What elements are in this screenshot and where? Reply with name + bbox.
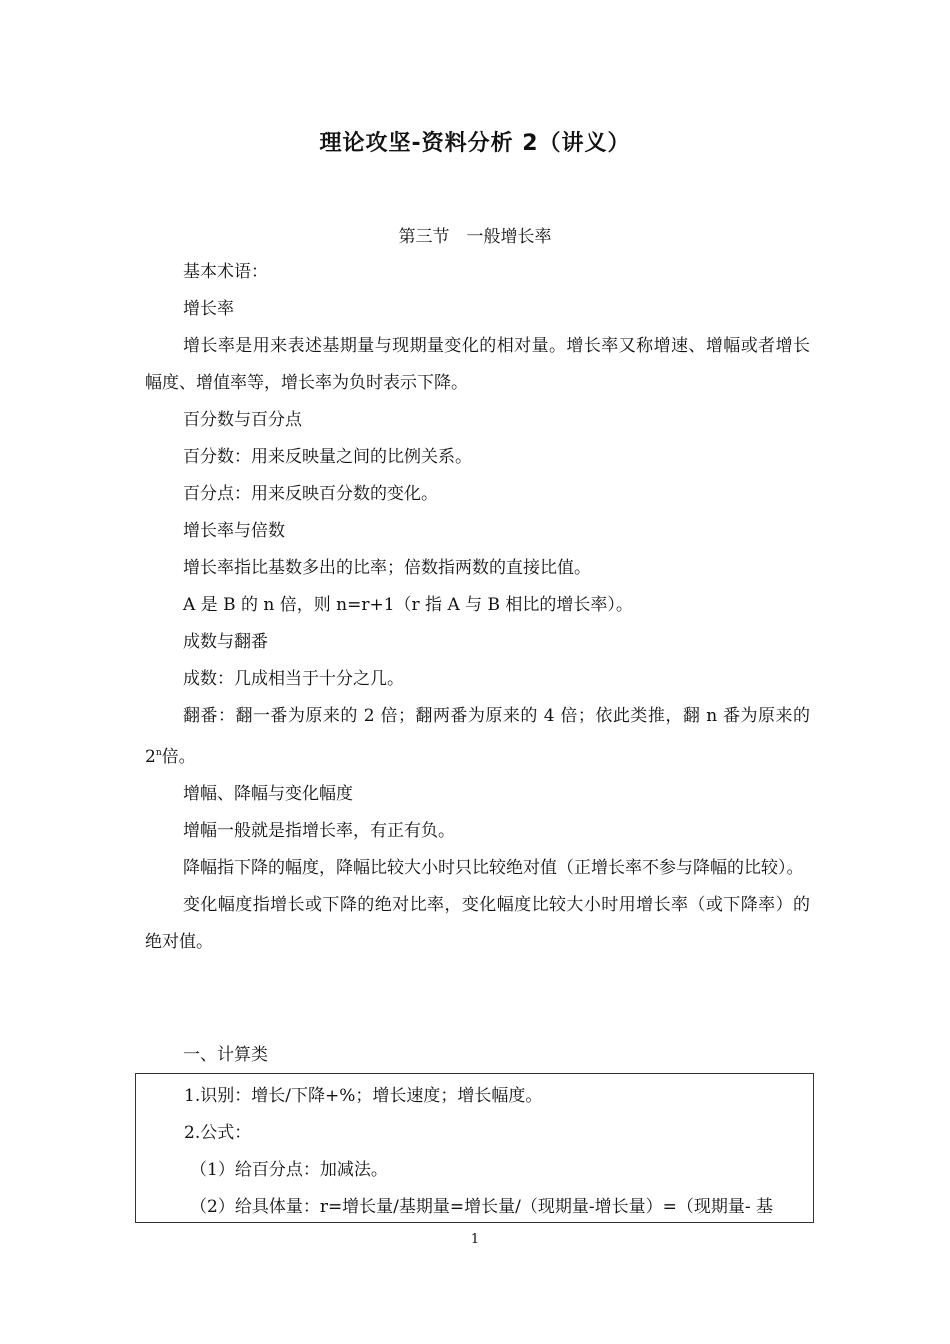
box-line-formula: 2.公式： — [184, 1123, 252, 1143]
paragraph-percent-definition: 百分数：用来反映量之间的比例关系。 — [183, 447, 472, 467]
paragraph-decrease-amplitude: 降幅指下降的幅度，降幅比较大小时只比较绝对值（正增长率不参与降幅的比较）。 — [183, 858, 804, 878]
paragraph-percent-heading: 百分数与百分点 — [183, 410, 302, 430]
paragraph-fanfan-definition — [145, 698, 810, 776]
paragraph-increase-amplitude: 增幅一般就是指增长率，有正有负。 — [183, 821, 455, 841]
fanfan-suffix: 倍。 — [161, 747, 196, 767]
paragraph-basic-terms: 基本术语： — [183, 262, 268, 282]
box-line-identify: 1.识别：增长/下降+%；增长速度；增长幅度。 — [184, 1086, 543, 1106]
box-line-percentage-point: （1）给百分点：加减法。 — [190, 1160, 388, 1180]
main-text — [145, 254, 810, 961]
fanfan-superscript: n — [155, 748, 162, 758]
part-heading: 一、计算类 — [183, 1045, 268, 1065]
paragraph-rate-multiple-definition: 增长率指比基数多出的比率；倍数指两数的直接比值。 — [183, 558, 591, 578]
formula-box — [135, 1073, 814, 1223]
paragraph-cheng-definition: 成数：几成相当于十分之几。 — [183, 669, 404, 689]
section-heading: 第三节 一般增长率 — [398, 227, 552, 247]
paragraph-cheng-fanfan-heading: 成数与翻番 — [183, 632, 268, 652]
paragraph-growth-rate-heading: 增长率 — [183, 299, 234, 319]
paragraph-change-amplitude: 变化幅度指增长或下降的绝对比率，变化幅度比较大小时用增长率（或下降率）的绝对值。 — [145, 895, 810, 952]
paragraph-growth-rate-definition: 增长率是用来表述基期量与现期量变化的相对量。增长率又称增速、增幅或者增长幅度、增值率等，增长率为负时表示下降。 — [145, 336, 810, 393]
paragraph-percentage-point-definition: 百分点：用来反映百分数的变化。 — [183, 484, 438, 504]
fanfan-text: 翻番：翻一番为原来的 2 倍；翻两番为原来的 4 倍；依此类推，翻 n 番为原来的 2 — [145, 706, 810, 767]
formula-box-content — [146, 1078, 811, 1223]
paragraph-rate-multiple-heading: 增长率与倍数 — [183, 521, 285, 541]
document-title: 理论攻坚-资料分析 2（讲义） — [319, 131, 631, 156]
paragraph-amplitude-heading: 增幅、降幅与变化幅度 — [183, 784, 353, 804]
paragraph-multiple-formula: A 是 B 的 n 倍，则 n=r+1（r 指 A 与 B 相比的增长率）。 — [183, 595, 633, 615]
page-number: 1 — [470, 1232, 480, 1247]
box-line-specific-quantity: （2）给具体量：r=增长量/基期量=增长量/（现期量-增长量）=（现期量- 基 — [190, 1197, 774, 1217]
